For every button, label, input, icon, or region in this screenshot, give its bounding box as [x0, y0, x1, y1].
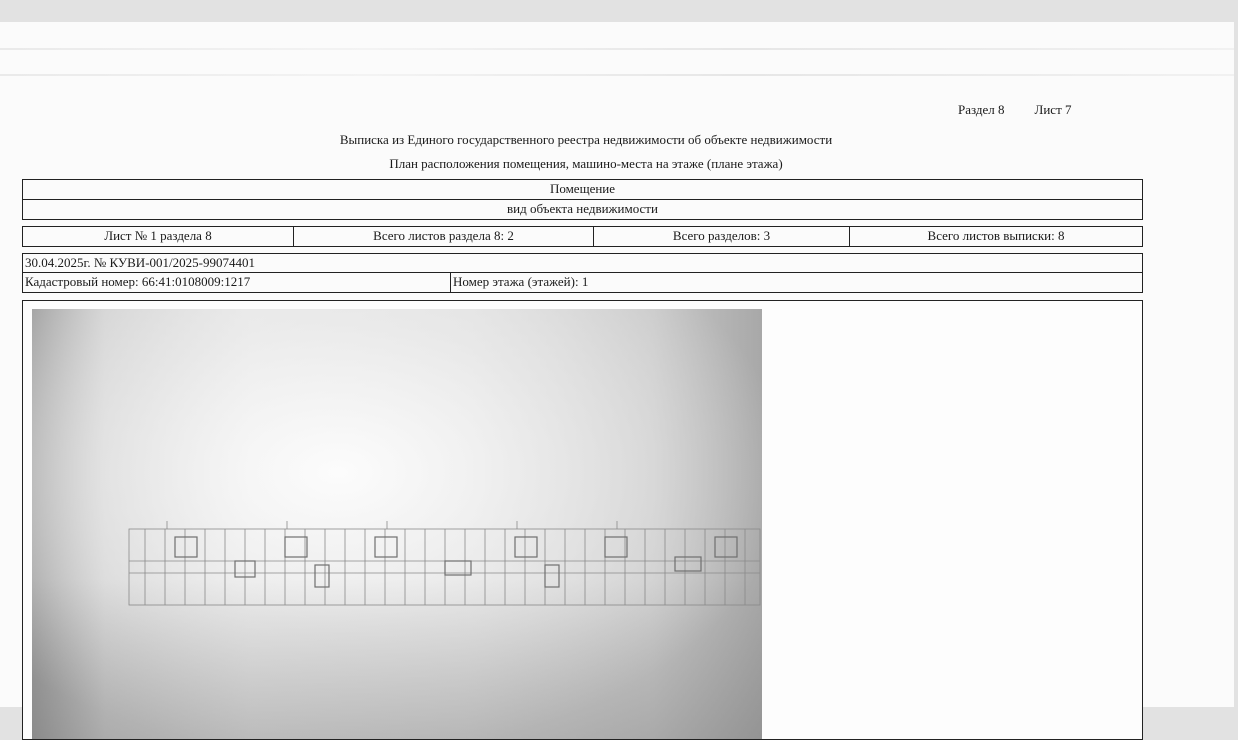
scan-artifact: [0, 74, 1234, 76]
section-label: Раздел 8: [958, 102, 1005, 117]
page-header: [958, 102, 1072, 118]
sheet-of-section: Лист № 1 раздела 8: [23, 227, 294, 246]
extract-title: Выписка из Единого государственного реестра недвижимости об объекте недвижимости: [339, 132, 833, 147]
record-info-block: [22, 253, 1143, 293]
floor-plan-drawing: [127, 521, 762, 609]
floor-number: Номер этажа (этажей): 1: [453, 274, 589, 289]
sheet-info-row: [22, 226, 1143, 247]
total-section-sheets: Всего листов раздела 8: 2: [294, 227, 594, 246]
sheet-label: Лист 7: [1034, 102, 1072, 117]
floor-plan-scan: [32, 309, 762, 739]
record-date-number: 30.04.2025г. № КУВИ-001/2025-99074401: [23, 254, 1142, 273]
scan-artifact: [0, 48, 1234, 50]
total-sections: Всего разделов: 3: [594, 227, 850, 246]
plan-frame: [22, 300, 1143, 740]
document-page: [0, 22, 1234, 707]
object-type-row: [22, 199, 1143, 220]
plan-title: План расположения помещения, машино-места на этаже (плане этажа): [389, 156, 783, 171]
total-extract-sheets: Всего листов выписки: 8: [927, 228, 1065, 243]
cadastral-number: Кадастровый номер: 66:41:0108009:1217: [23, 273, 451, 292]
object-type-label: вид объекта недвижимости: [507, 201, 658, 216]
object-name-row: [22, 179, 1143, 200]
object-name: Помещение: [549, 181, 616, 196]
